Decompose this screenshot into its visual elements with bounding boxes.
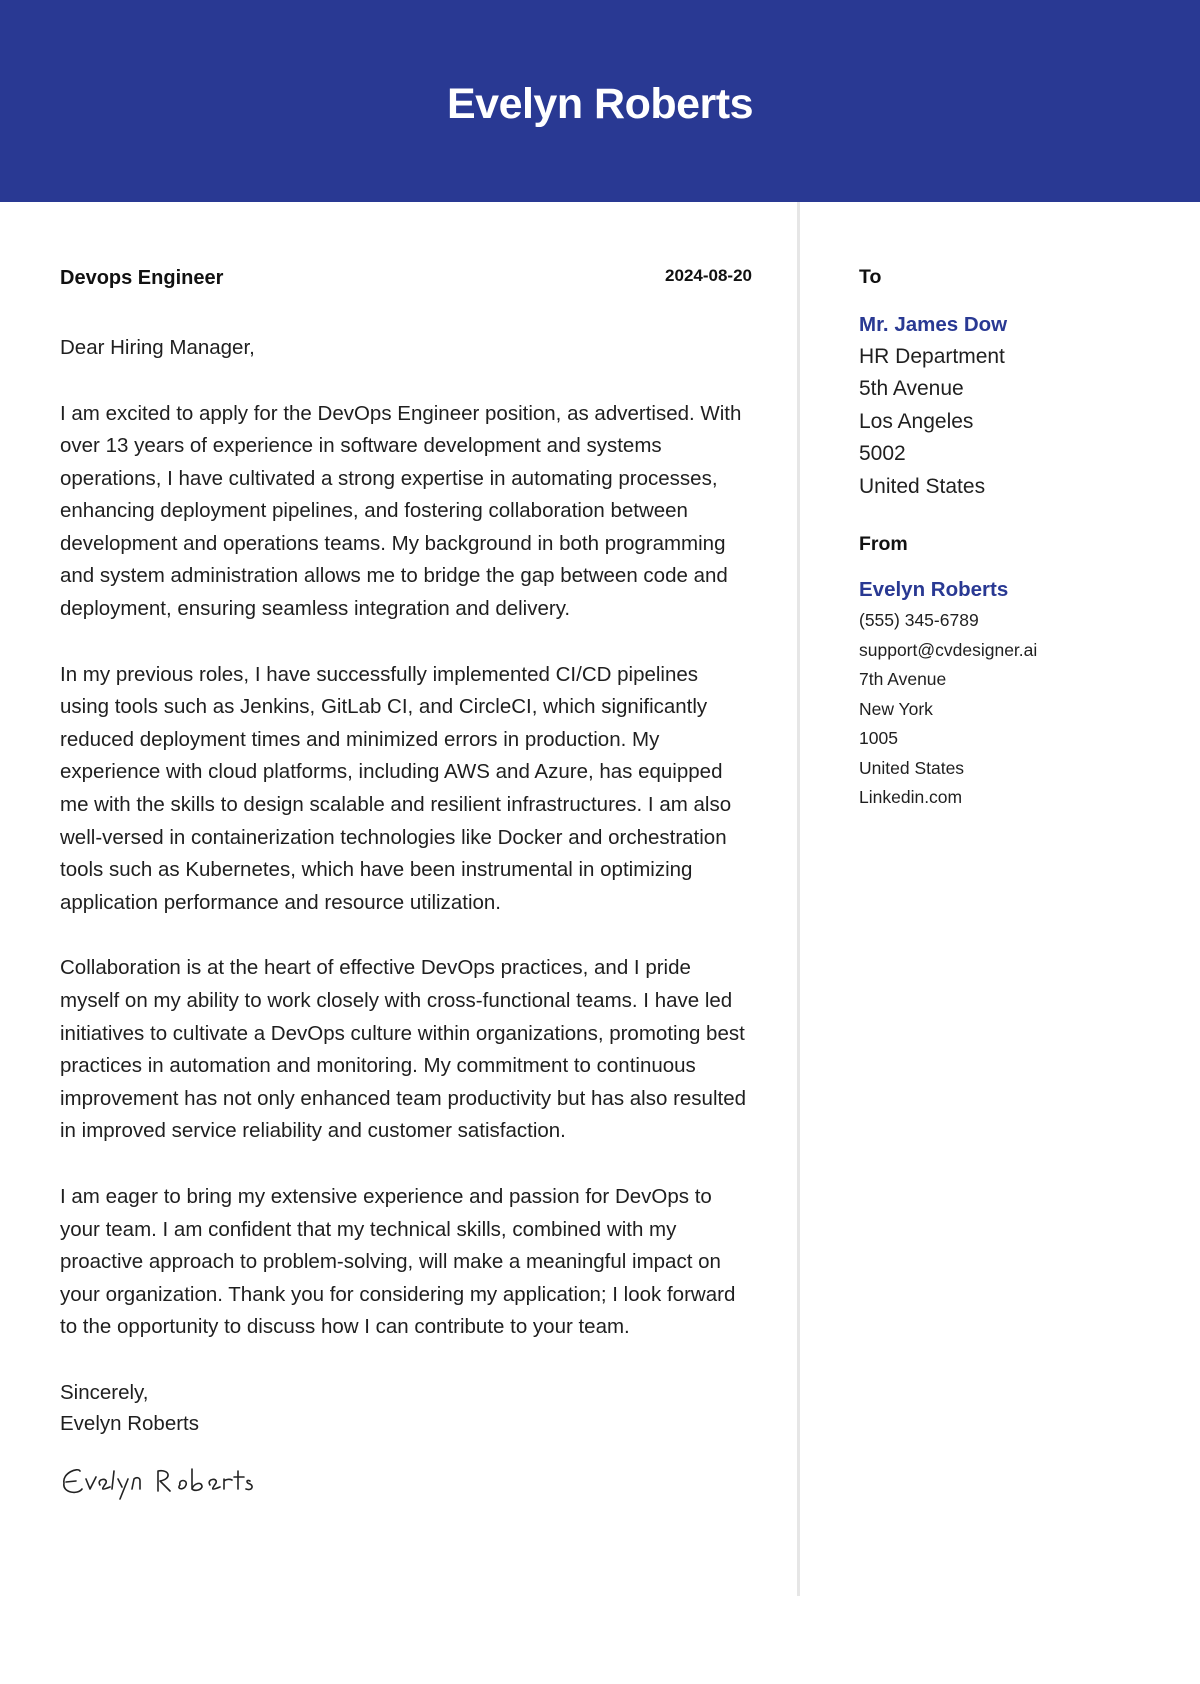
sender-city: New York: [859, 698, 933, 719]
paragraph-1: I am excited to apply for the DevOps Engineer position, as advertised. With over 13 years of experience in software development and systems operations, I have cultivated a strong expertise in automating processes, enhancing deployment pipelines, and fostering collaboration between development and operations teams. My background in both programming and system administration allows me to bridge the gap between code and deployment, ensuring seamless integration and delivery.: [60, 401, 742, 621]
sender-email: support@cvdesigner.ai: [859, 639, 1038, 660]
column-divider: [797, 202, 800, 1596]
closing-block: [60, 1377, 752, 1439]
recipient-name: Mr. James Dow: [859, 313, 1008, 336]
letter-date: 2024-08-20: [665, 266, 752, 285]
sender-country: United States: [859, 757, 965, 778]
signature: [60, 1453, 752, 1513]
job-title: Devops Engineer: [60, 267, 224, 289]
sender-phone: (555) 345-6789: [859, 610, 979, 631]
recipient-country: United States: [859, 474, 986, 498]
recipient-department: HR Department: [859, 345, 1005, 368]
recipient-street: 5th Avenue: [859, 377, 964, 401]
closing-phrase: Sincerely,: [60, 1380, 149, 1404]
letter-body: [60, 262, 752, 1513]
header-name: Evelyn Roberts: [446, 80, 754, 128]
recipient-postal-code: 5002: [859, 442, 906, 466]
sender-postal-code: 1005: [859, 728, 898, 749]
to-heading: To: [859, 266, 882, 288]
header-banner: [0, 0, 1200, 202]
recipient-city: Los Angeles: [859, 409, 974, 433]
paragraph-4: I am eager to bring my extensive experience and passion for DevOps to your team. I am confident that my technical skills, combined with my proactive approach to problem-solving, will make a meaningful impact on your organization. Thank you for considering my application; I look forward to the opportunity to discuss how I can contribute to your team.: [60, 1184, 736, 1339]
sender-street: 7th Avenue: [859, 669, 947, 690]
salutation: Dear Hiring Manager,: [60, 336, 255, 359]
closing-name: Evelyn Roberts: [60, 1411, 200, 1435]
from-heading: From: [859, 533, 908, 556]
signature-image: [60, 1453, 260, 1503]
paragraph-2: In my previous roles, I have successfully implemented CI/CD pipelines using tools such as Jenkins, GitLab CI, and CircleCI, which significantly reduced deployment times and minimized errors in production. My experience with cloud platforms, including AWS and Azure, has equipped me with the skills to design scalable and resilient infrastructures. I am also well-versed in containerization technologies like Docker and orchestration tools such as Kubernetes, which have been instrumental in optimizing application performance and resource utilization.: [60, 662, 732, 914]
letter-topline: [60, 262, 752, 294]
sidebar: [859, 262, 1159, 813]
sender-name: Evelyn Roberts: [859, 578, 1009, 602]
sender-website: Linkedin.com: [859, 787, 963, 808]
paragraph-3: Collaboration is at the heart of effective DevOps practices, and I pride myself on my ability to work closely with cross-functional teams. I have led initiatives to cultivate a DevOps culture within organizations, promoting best practices in automation and monitoring. My commitment to continuous improvement has not only enhanced team productivity but has also resulted in improved service reliability and customer satisfaction.: [60, 956, 746, 1143]
